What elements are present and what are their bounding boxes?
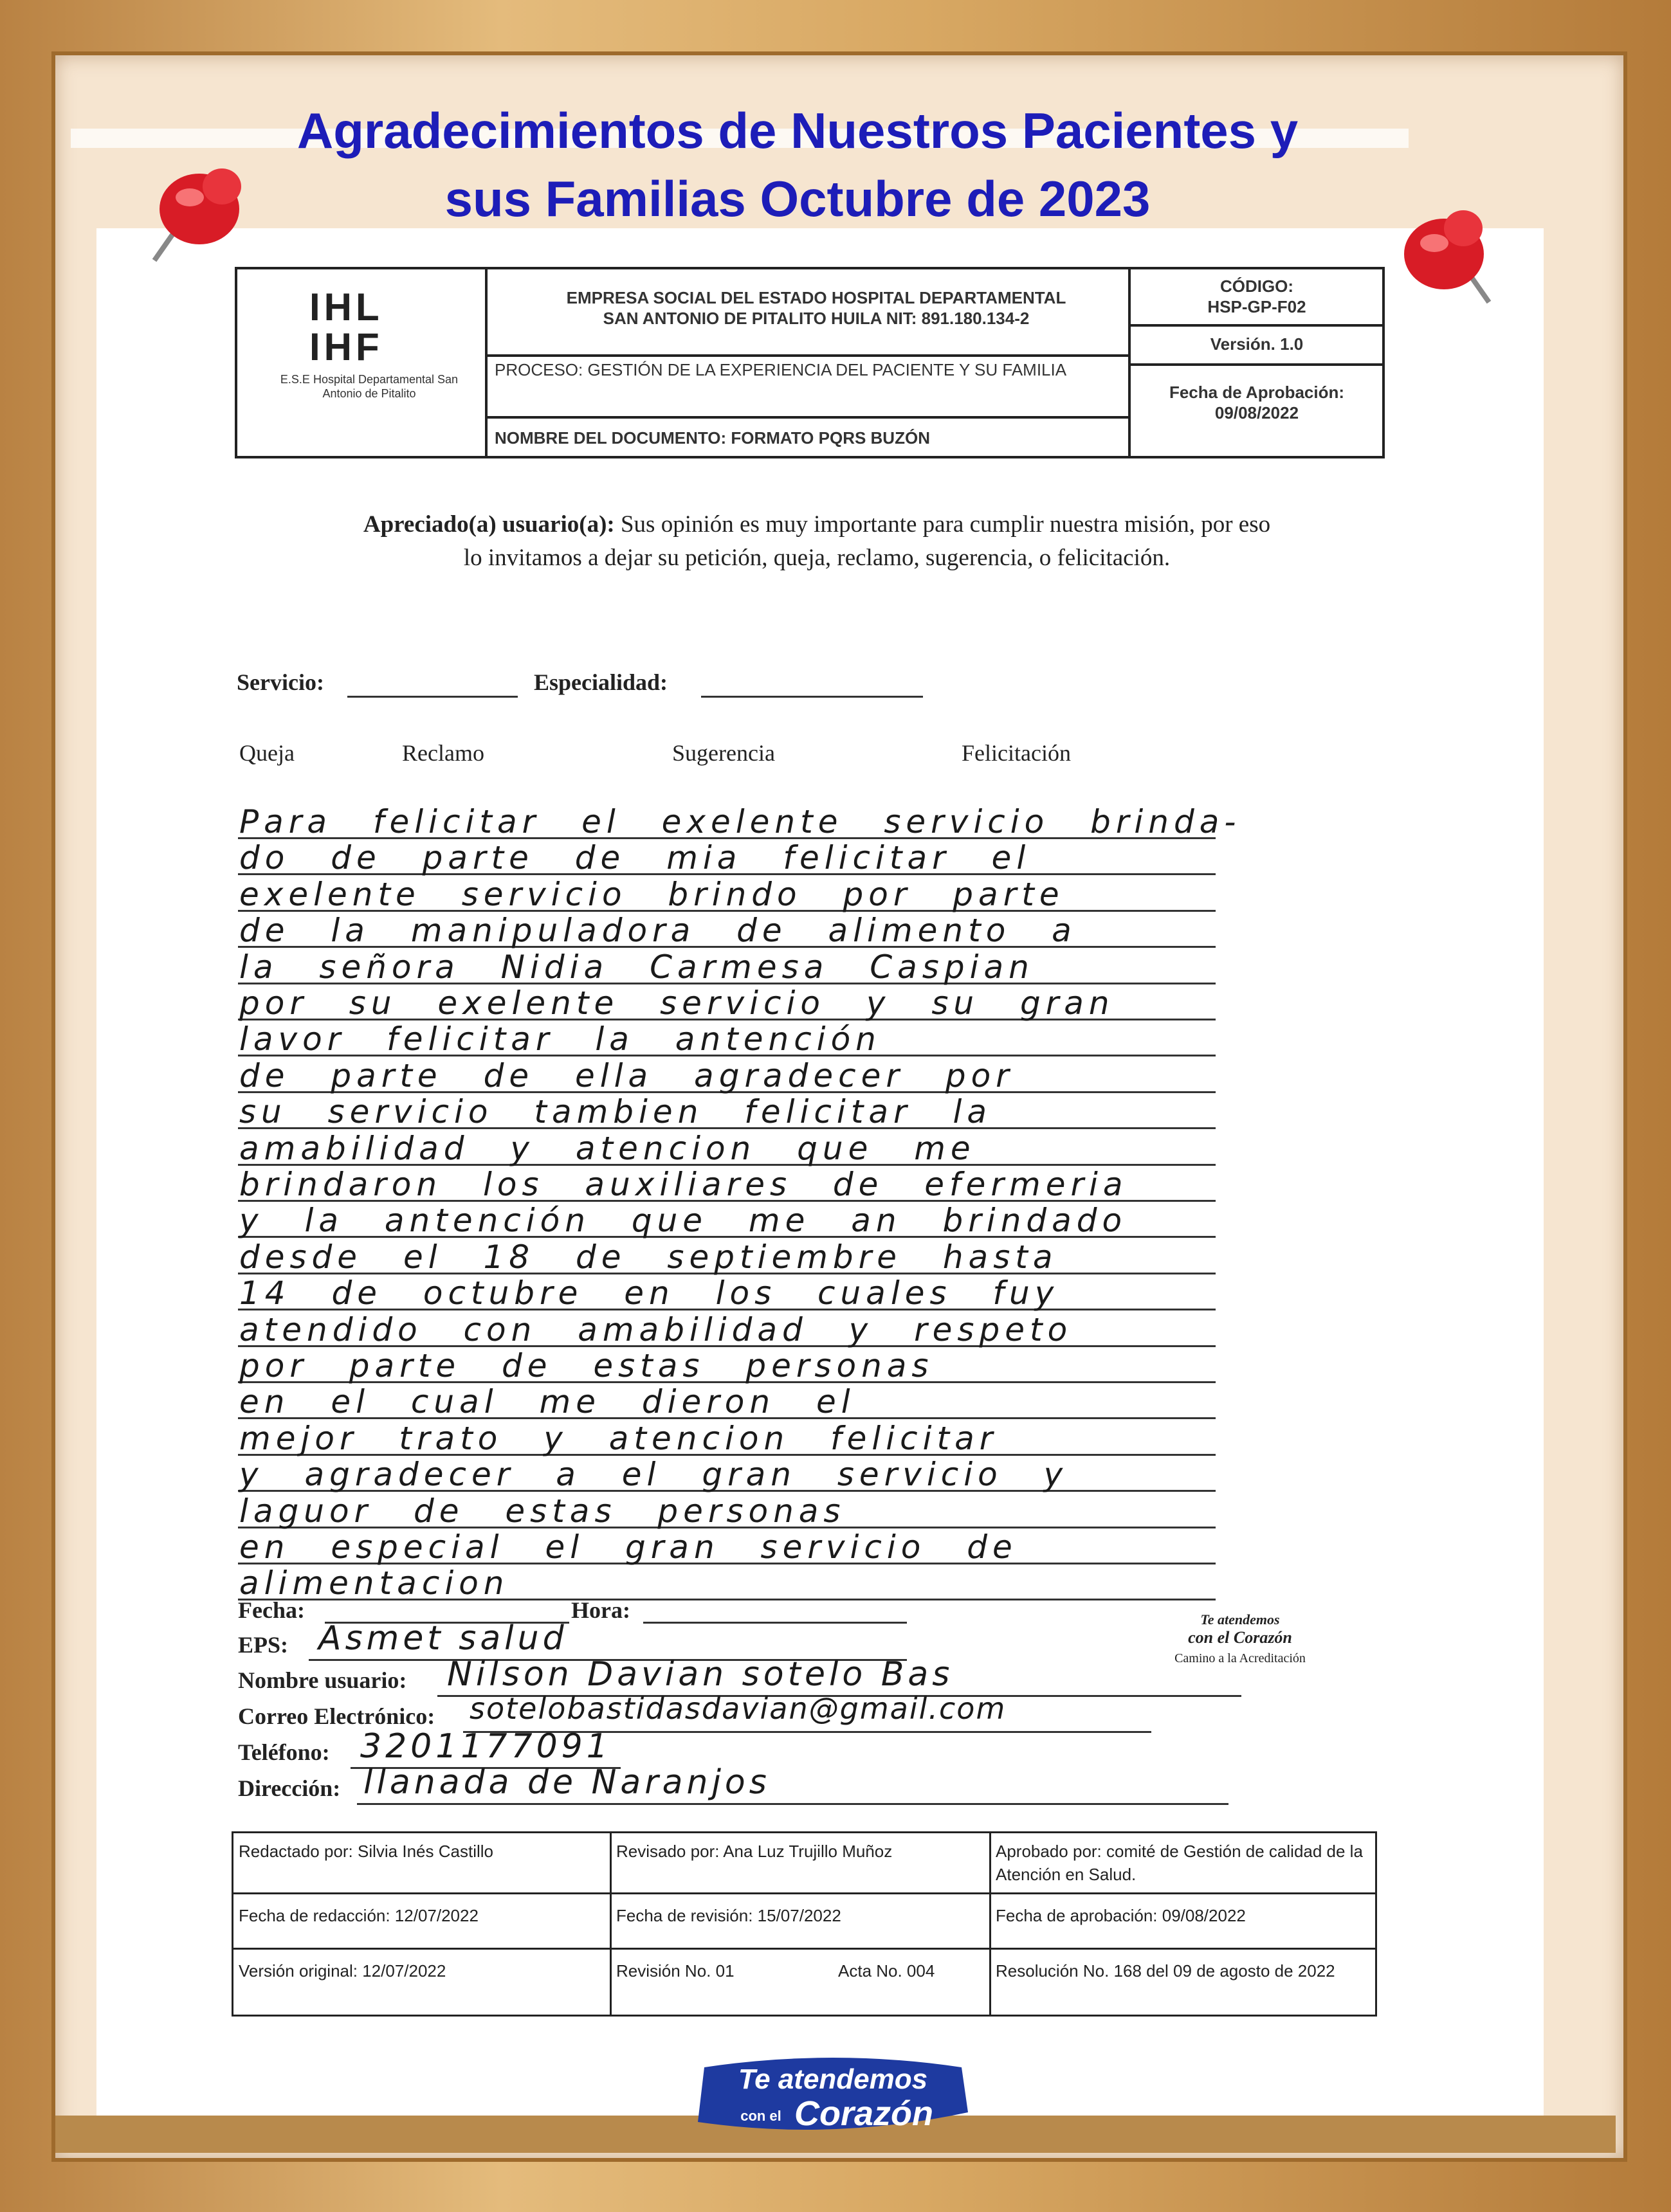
message-line: 14 de octubre en los cuales fuy xyxy=(239,1274,1059,1312)
nombre-label: Nombre usuario: xyxy=(238,1667,407,1693)
headline-line-1: Agradecimientos de Nuestros Pacientes y xyxy=(297,102,1299,159)
correo-value: sotelobastidasdavian@gmail.com xyxy=(470,1691,1007,1726)
document-code: CÓDIGO: HSP-GP-F02 xyxy=(1207,276,1306,316)
hospital-logo xyxy=(237,269,488,456)
eps-value: Asmet salud xyxy=(318,1619,568,1658)
badge-line-2: Corazón xyxy=(794,2094,933,2133)
logo-mark: IHL IHF xyxy=(309,286,383,368)
intro-text-2: lo invitamos a dejar su petición, queja, reclamo, sugerencia, o felicitación. xyxy=(463,545,1171,571)
message-line: lavor felicitar la antención xyxy=(239,1020,881,1058)
correo-label: Correo Electrónico: xyxy=(238,1703,435,1729)
telefono-label: Teléfono: xyxy=(238,1739,330,1765)
telefono-value: 3201177091 xyxy=(360,1727,612,1766)
intro-text-1: Sus opinión es muy importante para cumplir nuestra misión, por eso xyxy=(614,511,1271,538)
message-line: atendido con amabilidad y respeto xyxy=(239,1310,1073,1348)
category-felicitacion: Felicitación xyxy=(962,740,1071,766)
message-line: en el cual me dieron el xyxy=(239,1383,855,1421)
fecha-redaccion: Fecha de redacción: 12/07/2022 xyxy=(239,1906,479,1925)
message-line: en especial el gran servicio de xyxy=(239,1528,1018,1566)
message-line: desde el 18 de septiembre hasta xyxy=(239,1238,1058,1276)
message-line: de parte de ella agradecer por xyxy=(239,1056,1014,1094)
revision-number: Revisión No. 01 xyxy=(616,1961,735,1981)
category-queja: Queja xyxy=(239,740,295,766)
message-line: laguor de estas personas xyxy=(239,1492,846,1530)
message-line: y agradecer a el gran servicio y xyxy=(239,1456,1068,1494)
badge-small: con el xyxy=(740,2108,781,2124)
servicio-label: Servicio: xyxy=(237,669,324,695)
version-original: Versión original: 12/07/2022 xyxy=(239,1961,446,1981)
message-line: Para felicitar el exelente servicio brinda- xyxy=(239,803,1241,840)
eps-label: EPS: xyxy=(238,1632,289,1658)
te-atendemos-badge xyxy=(691,2051,974,2141)
message-line: por su exelente servicio y su gran xyxy=(239,984,1115,1022)
approval-date: Fecha de Aprobación: 09/08/2022 xyxy=(1169,383,1345,422)
especialidad-label: Especialidad: xyxy=(534,669,668,695)
form-header-table xyxy=(235,267,1385,458)
approval-table xyxy=(232,1831,1377,2017)
message-line: por parte de estas personas xyxy=(239,1347,934,1384)
message-line: amabilidad y atencion que me xyxy=(239,1129,976,1167)
revisado-por: Revisado por: Ana Luz Trujillo Muñoz xyxy=(616,1842,893,1861)
company-name: EMPRESA SOCIAL DEL ESTADO HOSPITAL DEPARTAMENTAL SAN ANTONIO DE PITALITO HUILA NIT: 891.180.134-2 xyxy=(566,288,1066,328)
category-reclamo: Reclamo xyxy=(402,740,484,766)
fecha-label: Fecha: xyxy=(238,1597,305,1623)
message-line: su servicio tambien felicitar la xyxy=(239,1093,992,1131)
message-line: mejor trato y atencion felicitar xyxy=(239,1419,998,1457)
message-line: de la manipuladora de alimento a xyxy=(239,912,1077,950)
category-sugerencia: Sugerencia xyxy=(672,740,775,766)
page-headline xyxy=(257,96,1338,233)
intro-lead: Apreciado(a) usuario(a): xyxy=(363,511,615,538)
servicio-line xyxy=(347,696,518,698)
push-pin-icon xyxy=(1383,193,1505,315)
direccion-label: Dirección: xyxy=(238,1775,341,1801)
document-version: Versión. 1.0 xyxy=(1210,334,1304,354)
aprobado-por: Aprobado por: comité de Gestión de calidad de la Atención en Salud. xyxy=(996,1842,1363,1884)
acta-number: Acta No. 004 xyxy=(838,1961,935,1981)
headline-line-2: sus Familias Octubre de 2023 xyxy=(444,170,1151,227)
direccion-value: llanada de Naranjos xyxy=(363,1763,771,1802)
fecha-aprobacion: Fecha de aprobación: 09/08/2022 xyxy=(996,1906,1246,1925)
fecha-revision: Fecha de revisión: 15/07/2022 xyxy=(616,1906,841,1925)
logo-subtitle: E.S.E Hospital Departamental San Antonio de Pitalito xyxy=(280,373,459,400)
badge-line-1: Te atendemos xyxy=(738,2063,928,2095)
hora-label: Hora: xyxy=(571,1597,630,1623)
message-line: exelente servicio brindo por parte xyxy=(239,875,1064,913)
message-line: y la antención que me an brindado xyxy=(239,1202,1128,1240)
especialidad-line xyxy=(701,696,923,698)
process-name: PROCESO: GESTIÓN DE LA EXPERIENCIA DEL PACIENTE Y SU FAMILIA xyxy=(495,360,1067,379)
accreditation-seal: Te atendemos con el Corazón Camino a la Acreditación xyxy=(1174,1611,1306,1665)
nombre-value: Nilson Davian sotelo Bas xyxy=(447,1655,954,1694)
message-line: brindaron los auxiliares de efermeria xyxy=(239,1166,1128,1203)
document-name: NOMBRE DEL DOCUMENTO: FORMATO PQRS BUZÓN xyxy=(495,428,930,448)
message-line: alimentacion xyxy=(239,1564,509,1602)
message-line: do de parte de mia felicitar el xyxy=(239,839,1031,877)
message-line: la señora Nidia Carmesa Caspian xyxy=(239,948,1034,986)
redactado-por: Redactado por: Silvia Inés Castillo xyxy=(239,1842,493,1861)
intro-text xyxy=(251,508,1383,575)
resolucion: Resolución No. 168 del 09 de agosto de 2022 xyxy=(996,1961,1335,1981)
push-pin-icon xyxy=(138,151,260,273)
